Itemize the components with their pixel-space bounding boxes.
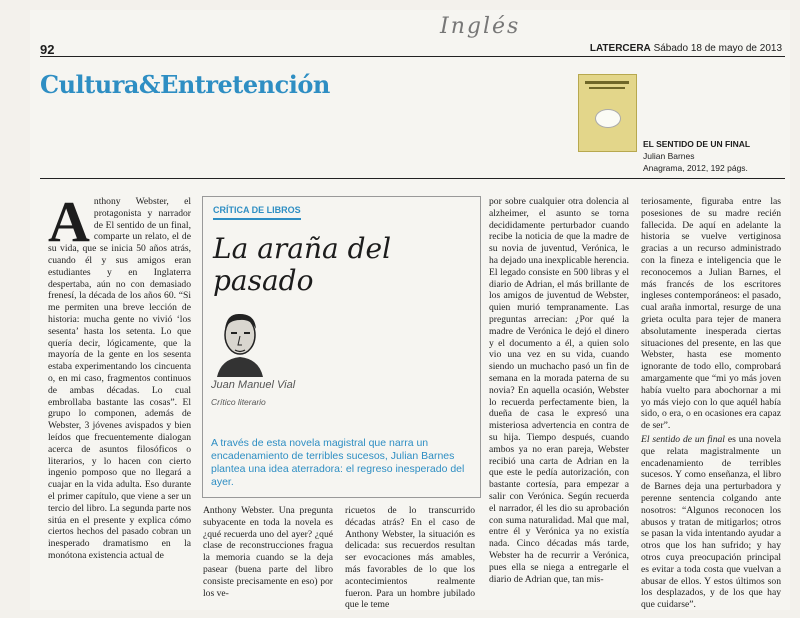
column-text: Anthony Webster. Una pregunta subyacente en toda la novela es ¿qué recuerda uno del ayer? ¿qué clase de reconstrucciones fragua la memoria cuando se la deja pasear (buena parte del libro consiste precisamente en eso) por los ve- [203, 505, 333, 599]
article-column-2b [345, 505, 475, 613]
column-text: teriosamente, figuraba entre las posesiones de su madre recién fallecida. De aquí en adelante la historia se vuelve vertiginosa gracias a un recurso administrado con la fineza e inteligencia que le reconocemos a Julian Barnes, el más francés de los escritores ingleses contemporáneos: el pasado, cual araña inmortal, resurge de una grieta oculta para tejer de manera absolutamente inesperada ciertas situaciones del presente, en las que Webster, hasta ese momento ignorante de todo ello, comprobará amargamente que “mi yo más joven había vuelto para abochornar a mi yo más viejo con lo que aquél había sido, o era, o en ocasiones era capaz de ser”. [641, 196, 781, 432]
author-portrait-icon [213, 307, 267, 377]
book-author: Julian Barnes [643, 151, 695, 161]
author-role: Crítico literario [211, 397, 266, 407]
article-column-2a [203, 505, 333, 601]
column-text: es una novela que relata magistralmente un encadenamiento de terribles sucesos. Y como enseñanza, el libro de Barnes deja una perturbadora y perenne sentencia colgando ante nosotros: “Algunos reconocen los abusos y tratan de mitigarlos; otros se pasan la vida intentando ayudar a otros que los han sufrido; y hay otros cuya preocupación principal es evitar a toda costa que vuelvan a abusar de ellos. Y estos últimos son los desplazados, y de los que hay que cuidarse”. [641, 433, 781, 611]
article-column-1 [48, 189, 191, 564]
handwritten-note: Inglés [440, 14, 521, 39]
article-column-4 [641, 196, 781, 613]
header-rule [40, 56, 785, 57]
book-info [643, 138, 793, 174]
publication-date: Sábado 18 de mayo de 2013 [653, 43, 782, 54]
section-rule [40, 178, 785, 179]
book-title: EL SENTIDO DE UN FINAL [643, 139, 751, 149]
column-text: ricuetos de lo transcurrido décadas atrás? En el caso de Anthony Webster, la situación es delicada: sus recuerdos resultan ser evocaciones más amables, más favorables de lo que los acontecimientos realmente fueron. Para un hombre jubilado que le teme [345, 505, 475, 611]
column-text: nthony Webster, el protagonista y narrador de El sentido de un final, comparte un relato, el de su vida, que se inicia 50 años atrás, cuando él y sus amigos eran estudiantes y en Inglaterra despertaba, aún no con demasiado frenesí, la década de los años 60. “Si me permiten una breve lección de historia: mucha gente no vivió ‘los sesenta’ hasta los setenta. Lo que quería decir, lógicamente, que la mayoría de la gente en los sesenta estaba experimentando los cincuenta o, en mi caso, fragmentos continuos de ambas décadas. Lo cual embrollaba bastante las cosas”. El grupo lo componen, además de Webster, 3 jóvenes avispados y bien leídos que frecuentemente dialogan acerca de asuntos filosóficos o literarios, y lo hacen con cierto ingenio pomposo que no llegará a cuajar en la vida adulta. Eso durante el primer capítulo, que viene a ser un tercio del libro. La segunda parte nos sitúa en el presente y explica cómo ciertos hechos del pasado cobran un inesperado dramatismo en la monótona existencia actual de [48, 196, 191, 561]
author-name: Juan Manuel Vial [211, 379, 296, 391]
section-title: Cultura&Entretención [40, 70, 330, 99]
column-text: por sobre cualquier otra dolencia al alzheimer, el asunto se torna decididamente perturbador cuando recibe la noticia de que la madre de su novia de juventud, Verónica, le ha dejado una inexplicable herencia. El legado consiste en 500 libras y el diario de Adrian, el más brillante de los amigos de juventud de Webster, quien murió tempranamente. Las preguntas arrecian: ¿Por qué la madre de Verónica le dejó el dinero y el documento a él, a quien solo vio una vez en su vida, cuando siendo un muchacho pasó un fin de semana en la morada paterna de su novia? En aquella ocasión, Webster lo recuerda perfectamente bien, la dueña de casa le expresó una misteriosa advertencia en contra de su hija. Tiempo después, cuando ambos ya no eran pareja, Webster recibió una carta de Adrian en la que este le pedía autorización, con bastante cortesía, para empezar a salir con Verónica. Según recuerda el narrador, él les dio su aprobación con suma naturalidad. Mal que mal, entre él y Verónica ya no existía nada. Cinco décadas más tarde, Webster ha de recurrir a Verónica, pues ella se niega a entregarle el diario de Adrian que, tan mis- [489, 196, 629, 585]
headline-box [202, 196, 481, 498]
page-number: 92 [40, 42, 55, 57]
article-summary: A través de esta novela magistral que narra un encadenamiento de terribles sucesos, Julian Barnes plantea una idea aterradora: el regreso inesperado del ayer. [211, 437, 465, 488]
book-publisher: Anagrama, 2012, 192 págs. [643, 163, 748, 173]
column-text-closing [641, 434, 781, 611]
book-title-inline: El sentido de un final [641, 433, 725, 445]
drop-cap: A [48, 189, 90, 254]
kicker: CRÍTICA DE LIBROS [213, 205, 301, 220]
newspaper-name: LATERCERA [589, 43, 651, 54]
article-column-3 [489, 196, 629, 587]
newspaper-page [30, 10, 790, 610]
article-headline: La araña del pasado [213, 232, 392, 297]
book-cover-image [578, 74, 637, 152]
masthead [590, 43, 782, 54]
egg-icon [595, 109, 621, 128]
